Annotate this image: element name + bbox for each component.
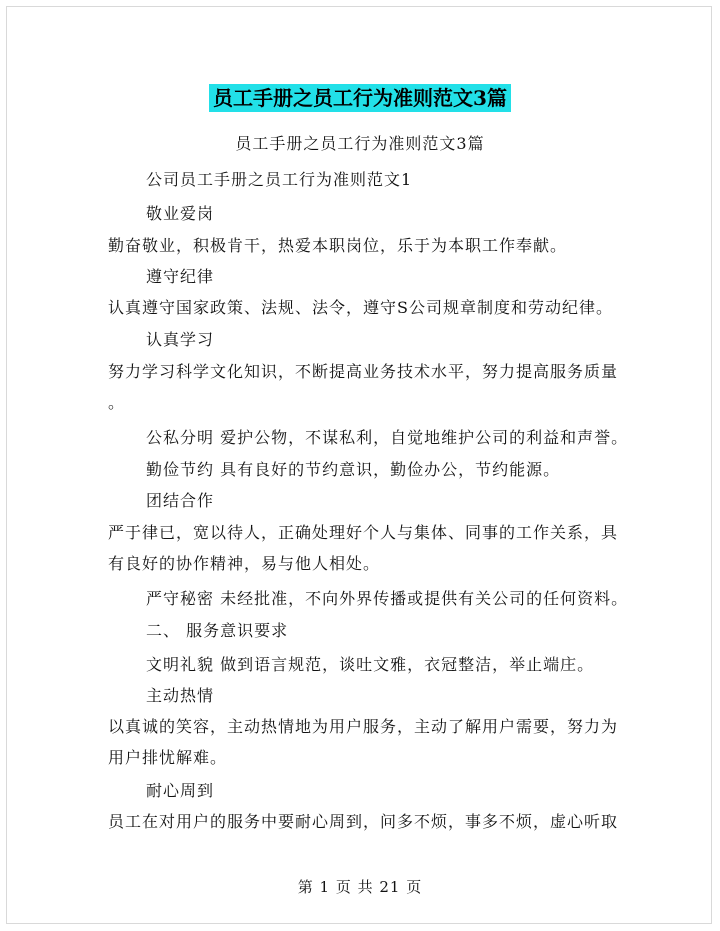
paragraph-line: 勤俭节约 具有良好的节约意识，勤俭办公，节约能源。 <box>146 460 561 479</box>
paragraph-line: 主动热情 <box>146 686 215 705</box>
paragraph-line: 耐心周到 <box>146 781 215 800</box>
paragraph-line: 以真诚的笑容，主动热情地为用户服务，主动了解用户需要，努力为 <box>108 717 619 736</box>
paragraph-line: 勤奋敬业，积极肯干，热爱本职岗位，乐于为本职工作奉献。 <box>108 236 568 255</box>
title-container <box>0 84 720 112</box>
document-title: 员工手册之员工行为准则范文3篇 <box>209 84 511 112</box>
paragraph-line: 认真遵守国家政策、法规、法令，遵守S公司规章制度和劳动纪律。 <box>108 298 613 317</box>
paragraph-line: 有良好的协作精神，易与他人相处。 <box>108 554 381 573</box>
paragraph-line: 用户排忧解难。 <box>108 748 228 767</box>
paragraph-line: 严于律已，宽以待人，正确处理好个人与集体、同事的工作关系，具 <box>108 523 619 542</box>
section-heading: 二、 服务意识要求 <box>146 621 289 640</box>
paragraph-line: 严守秘密 未经批准，不向外界传播或提供有关公司的任何资料。 <box>146 589 629 608</box>
paragraph-line: 团结合作 <box>146 491 215 510</box>
paragraph-line: 公司员工手册之员工行为准则范文1 <box>146 170 413 189</box>
paragraph-line: 努力学习科学文化知识，不断提高业务技术水平，努力提高服务质量 <box>108 362 619 381</box>
paragraph-line: 遵守纪律 <box>146 267 215 286</box>
paragraph-line: 。 <box>108 393 126 412</box>
document-subtitle: 员工手册之员工行为准则范文3篇 <box>235 134 485 153</box>
page-footer: 第 1 页 共 21 页 <box>297 878 423 896</box>
paragraph-line: 文明礼貌 做到语言规范，谈吐文雅，衣冠整洁，举止端庄。 <box>146 655 595 674</box>
paragraph-line: 员工在对用户的服务中要耐心周到，问多不烦，事多不烦，虚心听取 <box>108 812 619 831</box>
paragraph-line: 认真学习 <box>146 330 215 349</box>
paragraph-line: 敬业爱岗 <box>146 204 215 223</box>
paragraph-line: 公私分明 爱护公物，不谋私利，自觉地维护公司的利益和声誉。 <box>146 428 629 447</box>
